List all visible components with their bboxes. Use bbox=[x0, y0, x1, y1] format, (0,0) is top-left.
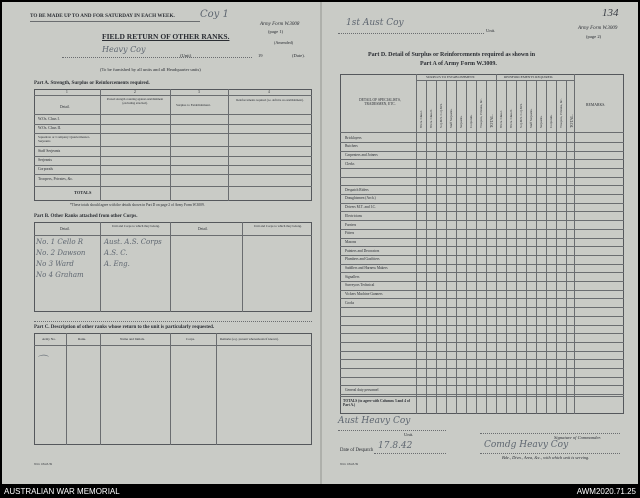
part-a-colnum-3: 3 bbox=[198, 90, 200, 94]
print-code-left: W.O. 184-8-39 bbox=[34, 462, 52, 466]
trade-row-rule bbox=[340, 316, 624, 317]
trade-row-rule bbox=[340, 168, 624, 169]
trade-row-label: Painters and Decorators bbox=[345, 248, 380, 253]
part-a-table bbox=[34, 89, 312, 201]
part-a-col-reinf: Reinforcements required (i.e. deficits on establishment). bbox=[236, 98, 304, 102]
part-b-col-detail-2: Detail. bbox=[198, 227, 208, 231]
part-a-row-staff-sjts: Staff Serjeants bbox=[38, 149, 61, 153]
part-d-title-2: Part A of Army Form W.3009. bbox=[420, 61, 497, 67]
part-a-colnum-1: 1 bbox=[66, 90, 68, 94]
trade-row-rule bbox=[340, 359, 624, 360]
part-b-hand-4: No 4 Graham bbox=[36, 271, 84, 279]
trade-row-rule bbox=[340, 325, 624, 326]
trade-row-rule bbox=[340, 151, 624, 152]
trade-row-label: Farriers bbox=[345, 222, 357, 227]
part-b-hand-3: No 3 Ward bbox=[36, 260, 74, 268]
reinf-col-cpl: Corporals. bbox=[549, 114, 553, 128]
trade-row-rule bbox=[340, 194, 624, 195]
print-code-right: W.O. 184-8-39 bbox=[340, 462, 358, 466]
part-d-title-1: Part D. Detail of Surplus or Reinforcements required as shown in bbox=[368, 52, 536, 58]
surplus-col-wo1: W.Os. Class I. bbox=[419, 109, 423, 128]
form-ref-right: Army Form W.3009 bbox=[578, 26, 618, 31]
part-c-separator bbox=[34, 321, 312, 322]
sig-unit-label: Unit. bbox=[404, 432, 414, 437]
part-a-row-wo1: W.Os. Class I. bbox=[38, 117, 60, 121]
handwritten-top-unit-right: 1st Aust Coy bbox=[346, 18, 404, 28]
part-c-hand-mark: ⌒ bbox=[36, 354, 47, 367]
footer-accession: AWM2020.71.25 bbox=[576, 487, 636, 496]
page-label-left: (page 1) bbox=[268, 29, 284, 34]
top-note-rule bbox=[30, 21, 200, 22]
detail-header: DETAIL OF SPECIALISTS, TRADESMEN, ETC. bbox=[359, 98, 401, 107]
group-surplus-label: SURPLUS TO ESTABLISHMENT. bbox=[426, 75, 476, 79]
part-a-row-sjts: Serjeants bbox=[38, 158, 52, 162]
surplus-col-ssjt: Staff Serjeants. bbox=[449, 108, 453, 128]
surplus-col-sjt: Serjeants. bbox=[459, 115, 463, 128]
trade-row-rule bbox=[340, 272, 624, 273]
part-a-colnum-2: 2 bbox=[134, 90, 136, 94]
part-d-header-bottom bbox=[340, 132, 624, 133]
surplus-col-pte: Troopers, Privates, &c. bbox=[479, 98, 483, 128]
part-c-col-remarks: Remarks (e.g. present whereabouts if known). bbox=[220, 337, 279, 341]
reinf-col-total: TOTAL. bbox=[569, 114, 574, 128]
part-d-group-divider bbox=[496, 74, 497, 414]
part-b-hand-1: No. 1 Cello R bbox=[36, 238, 84, 246]
date-label-left: (Date). bbox=[292, 53, 305, 58]
trade-row-label: Clerks bbox=[345, 161, 355, 166]
trade-row-rule bbox=[340, 142, 624, 143]
trade-row-rule bbox=[340, 220, 624, 221]
trade-row-label: Despatch Riders bbox=[345, 187, 369, 192]
trade-row-label: Drivers M.T. and I.C. bbox=[345, 205, 376, 210]
trade-row-label: Fitters bbox=[345, 231, 355, 236]
page-fold bbox=[320, 2, 322, 484]
trade-row-rule bbox=[340, 342, 624, 343]
form-ref-left: Army Form W.3008 bbox=[260, 22, 300, 27]
trade-row-rule bbox=[340, 203, 624, 204]
part-b-unit-hand-2: A.S. C. bbox=[104, 249, 128, 257]
trade-row-rule bbox=[340, 255, 624, 256]
trade-row-rule bbox=[340, 394, 624, 395]
footer-institution: AUSTRALIAN WAR MEMORIAL bbox=[4, 487, 120, 496]
handwritten-unit-left: Heavy Coy bbox=[102, 45, 146, 54]
unit-line-left bbox=[62, 57, 252, 58]
part-a-row-cqms: Squadron or Company Quartermaster-Serjeants bbox=[38, 135, 91, 143]
part-c-table bbox=[34, 333, 312, 445]
trade-row-rule bbox=[340, 238, 624, 239]
trade-row-rule bbox=[340, 307, 624, 308]
trade-row-rule bbox=[340, 298, 624, 299]
part-c-col-corps: Corps. bbox=[186, 337, 195, 341]
handwritten-top-right: Coy 1 bbox=[200, 9, 229, 20]
trade-row-rule bbox=[340, 177, 624, 178]
reinf-col-wo1: W.Os. Class I. bbox=[499, 109, 503, 128]
sig-commander-label: Signature of Commander. bbox=[554, 435, 601, 440]
handwritten-signature: Comdg Heavy Coy bbox=[484, 440, 569, 450]
page-label-right: (page 2) bbox=[586, 34, 602, 39]
remarks-header: REMARKS. bbox=[586, 103, 606, 107]
part-c-title: Part C. Description of other ranks whose return to the unit is particularly requested. bbox=[34, 325, 215, 330]
part-c-col-rank: Rank. bbox=[78, 337, 87, 341]
top-note: TO BE MADE UP TO AND FOR SATURDAY IN EACH WEEK. bbox=[30, 13, 175, 19]
unit-line-right bbox=[338, 33, 484, 34]
part-a-title: Part A. Strength, Surplus or Reinforcements required. bbox=[34, 81, 150, 86]
trade-row-rule bbox=[340, 281, 624, 282]
trade-row-label: Electricians bbox=[345, 213, 362, 218]
part-a-row-cpls: Corporals bbox=[38, 167, 53, 171]
reinf-col-ssjt: Staff Serjeants. bbox=[529, 108, 533, 128]
form-title-left: FIELD RETURN OF OTHER RANKS. bbox=[102, 32, 230, 41]
trade-row-label: Draughtsmen (Arch.) bbox=[345, 196, 376, 201]
surplus-col-cpl: Corporals. bbox=[469, 114, 473, 128]
trade-row-rule bbox=[340, 290, 624, 291]
handwritten-unit-right: Aust Heavy Coy bbox=[338, 416, 411, 426]
unit-label-left: (Unit) bbox=[180, 53, 192, 58]
date-despatch-label: Date of Despatch bbox=[340, 448, 374, 453]
bde-line: Bde., Divn., Area, &c., with which unit is serving. bbox=[502, 455, 590, 460]
handwritten-date: 17.8.42 bbox=[378, 441, 413, 451]
part-b-unit-hand-1: Aust. A.S. Corps bbox=[104, 238, 162, 246]
part-b-col-unit-2: Unit and Corps to which they belong. bbox=[254, 224, 302, 228]
trade-row-rule bbox=[340, 385, 624, 386]
part-b-col-unit-1: Unit and Corps to which they belong. bbox=[112, 224, 160, 228]
surplus-col-wo2: W.Os. Class II. bbox=[429, 108, 433, 128]
furnish-note: (To be furnished by all units and all Headquarter units) bbox=[100, 67, 201, 72]
trade-row-rule bbox=[340, 351, 624, 352]
trade-row-label: Signallers bbox=[345, 274, 360, 279]
part-a-note: *These totals should agree with the details shown in Part D on page 2 of Army Form W.3009. bbox=[70, 203, 205, 207]
part-a-col-detail: Detail. bbox=[60, 105, 70, 109]
trade-row-rule bbox=[340, 333, 624, 334]
trade-row-label: Vickers Machine Gunners bbox=[345, 292, 383, 297]
part-a-row-ptes: Troopers, Privates, &c. bbox=[38, 177, 74, 181]
part-c-col-armyno: Army No. bbox=[42, 337, 56, 341]
part-b-col-detail-1: Detail. bbox=[60, 227, 70, 231]
part-b-title: Part B. Other Ranks attached from other Corps. bbox=[34, 214, 138, 219]
reinf-col-wo2: W.Os. Class II. bbox=[509, 108, 513, 128]
trade-row-rule bbox=[340, 377, 624, 378]
trade-row-label: Saddlers and Harness Makers bbox=[345, 266, 388, 270]
reinf-col-sjt: Serjeants. bbox=[539, 115, 543, 128]
part-a-col-surplus: Surplus to Establishment. bbox=[176, 103, 211, 107]
part-a-row-wo2: W.Os. Class II. bbox=[38, 126, 61, 130]
trade-row-rule bbox=[340, 264, 624, 265]
part-b-hand-2: No. 2 Dawson bbox=[36, 249, 86, 257]
trade-row-rule bbox=[340, 229, 624, 230]
corner-mark: 134 bbox=[602, 7, 619, 19]
trade-row-rule bbox=[340, 159, 624, 160]
part-d-detail-divider bbox=[416, 74, 417, 414]
trade-row-label: Cooks bbox=[345, 300, 355, 305]
trade-row-label: Plumbers and Gasfitters bbox=[345, 257, 380, 262]
surplus-col-cqms: S.Q.M.S. C.Q.M.S. bbox=[439, 103, 443, 128]
amended-label: (Amended) bbox=[274, 40, 294, 45]
surplus-col-total: TOTAL. bbox=[489, 114, 494, 128]
part-c-col-name: Name and Initials. bbox=[120, 337, 145, 341]
trade-row-label: Butchers bbox=[345, 144, 358, 149]
trade-row-label: Surveyors Technical bbox=[345, 283, 375, 288]
trade-row-rule bbox=[340, 246, 624, 247]
document-paper bbox=[2, 2, 638, 484]
reinf-col-cqms: S.Q.M.S. C.Q.M.S. bbox=[519, 103, 523, 128]
year-label-left: 19 bbox=[258, 53, 263, 58]
part-a-colnum-4: 4 bbox=[268, 90, 270, 94]
archive-footer bbox=[0, 486, 640, 498]
totals-label: TOTALS (to agree with Columns 3 and 4 of Part A.) bbox=[343, 399, 410, 408]
trade-row-rule bbox=[340, 211, 624, 212]
part-a-row-totals: TOTALS bbox=[74, 190, 92, 195]
reinf-col-pte: Troopers, Privates, &c. bbox=[559, 98, 563, 128]
trade-row-rule bbox=[340, 185, 624, 186]
part-d-group-rule bbox=[416, 80, 574, 81]
part-d-remarks-divider bbox=[574, 74, 575, 414]
trade-row-label: General duty personnel bbox=[345, 387, 379, 392]
group-reinf-label: REINFORCEMENTS REQUIRED. bbox=[504, 75, 554, 79]
part-b-unit-hand-3: A. Eng. bbox=[104, 260, 130, 268]
trade-row-rule bbox=[340, 368, 624, 369]
trade-row-label: Bricklayers bbox=[345, 135, 362, 140]
totals-rule bbox=[340, 396, 624, 397]
trade-row-label: Carpenters and Joiners bbox=[345, 152, 378, 157]
trade-row-label: Masons bbox=[345, 239, 357, 244]
part-a-col-posted: Posted strength counting against establishment (excluding attached). bbox=[106, 97, 164, 105]
unit-label-right: Unit. bbox=[486, 28, 496, 33]
